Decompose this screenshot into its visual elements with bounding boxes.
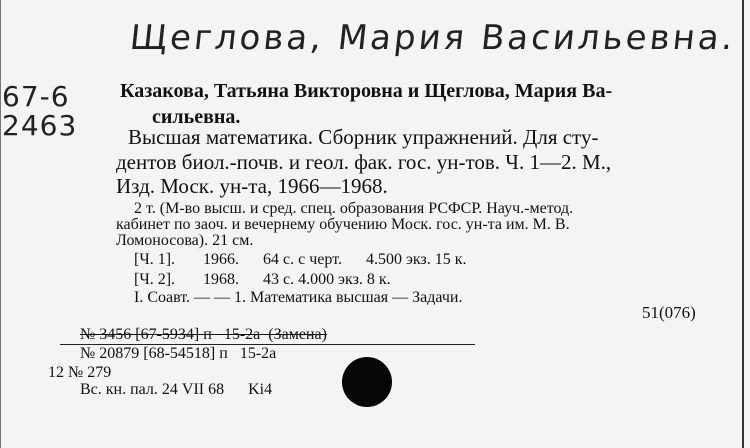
volume-2-details: [Ч. 2]. 1968. 43 с. 4.000 экз. 8 к.: [134, 271, 391, 288]
title-line-1: Высшая математика. Сборник упражнений. Для сту-: [128, 125, 599, 149]
punch-hole: [342, 357, 392, 407]
series-note-line-2: кабинет по заоч. и вечернему обучению Моск. гос. ун-та им. М. В.: [116, 216, 570, 233]
tracing-line: I. Соавт. — — 1. Математика высшая — Задачи.: [134, 289, 463, 306]
title-line-3: Изд. Моск. ун-та, 1966—1968.: [116, 174, 388, 198]
shelfmark-line-1: 67-6: [2, 80, 70, 113]
registration-line-3: 12 № 279: [48, 364, 112, 381]
handwritten-heading: Щеглова, Мария Васильевна.: [127, 18, 738, 58]
volume-1-details: [Ч. 1]. 1966. 64 с. с черт. 4.500 экз. 15 к.: [134, 251, 467, 268]
udc-code: 51(076): [642, 303, 696, 322]
registration-line-4: Вс. кн. пал. 24 VII 68 Ki4: [80, 381, 273, 398]
card-left-edge: [0, 0, 1, 448]
card-right-edge: [742, 0, 744, 448]
title-line-2: дентов биол.-почв. и геол. фак. гос. ун-тов. Ч. 1—2. М.,: [116, 150, 612, 174]
shelfmark-line-2: 2463: [2, 109, 78, 142]
series-note-line-3: Ломоносова). 21 см.: [116, 232, 254, 249]
author-line-2: сильевна.: [152, 106, 241, 128]
series-note-line-1: 2 т. (М-во высш. и сред. спец. образования РСФСР. Науч.-метод.: [134, 200, 574, 217]
registration-line-2: № 20879 [68-54518] п 15-2а: [80, 345, 277, 362]
author-line-1: Казакова, Татьяна Викторовна и Щеглова, Мария Ва-: [120, 80, 613, 102]
registration-line-1: № 3456 [67-5934] п 15-2а (Замена): [80, 326, 327, 343]
